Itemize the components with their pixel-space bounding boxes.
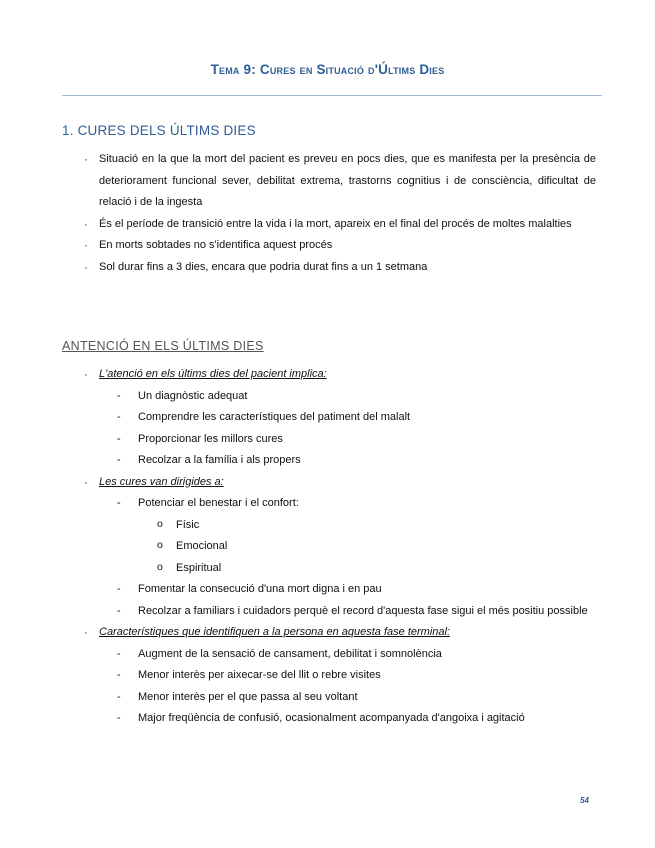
sub-list-item: o Físic: [84, 515, 596, 537]
list-item: - Recolzar a familiars i cuidadors perquè el record d'aquesta fase sigui el més positiu possible: [84, 601, 596, 623]
list-item: - Major freqüència de confusió, ocasionalment acompanyada d'angoixa i agitació: [84, 708, 596, 730]
list-item: - Proporcionar les millors cures: [84, 429, 596, 451]
list-item: · És el període de transició entre la vida i la mort, apareix en el final del procés de moltes malalties: [84, 214, 596, 236]
page-number: 54: [580, 796, 589, 805]
sub-list-item: o Espiritual: [84, 558, 596, 580]
sub-list-item: o Emocional: [84, 536, 596, 558]
section-heading-atencio: ANTENCIÓ EN ELS ÚLTIMS DIES: [62, 339, 264, 353]
title-divider: [62, 95, 602, 96]
list-item: - Menor interès per el que passa al seu voltant: [84, 687, 596, 709]
group-label: · Característiques que identifiquen a la persona en aquesta fase terminal:: [84, 622, 596, 644]
group-label: · L'atenció en els últims dies del pacient implica:: [84, 364, 596, 386]
list-item: - Potenciar el benestar i el confort:: [84, 493, 596, 515]
section-heading-cures: 1. CURES DELS ÚLTIMS DIES: [62, 123, 256, 138]
list-item: - Un diagnòstic adequat: [84, 386, 596, 408]
list-item: · Sol durar fins a 3 dies, encara que podria durat fins a un 1 setmana: [84, 257, 596, 279]
list-item: - Menor interès per aixecar-se del llit o rebre visites: [84, 665, 596, 687]
list-item: · Situació en la que la mort del pacient es preveu en pocs dies, que es manifesta per la presència de deteriorament funcional sever, debilitat extrema, trastorns cognitius i de consciència, dificultat de relació i de la ingesta: [84, 149, 596, 214]
list-item: - Fomentar la consecució d'una mort digna i en pau: [84, 579, 596, 601]
section1-list: [84, 149, 596, 278]
list-item: - Recolzar a la família i als propers: [84, 450, 596, 472]
list-item: - Augment de la sensació de cansament, debilitat i somnolència: [84, 644, 596, 666]
group-label: · Les cures van dirigides a:: [84, 472, 596, 494]
section2-list: [84, 364, 596, 730]
page-title: Tema 9: Cures en Situació d'Últims Dies: [210, 62, 445, 77]
list-item: - Comprendre les característiques del patiment del malalt: [84, 407, 596, 429]
list-item: · En morts sobtades no s'identifica aquest procés: [84, 235, 596, 257]
